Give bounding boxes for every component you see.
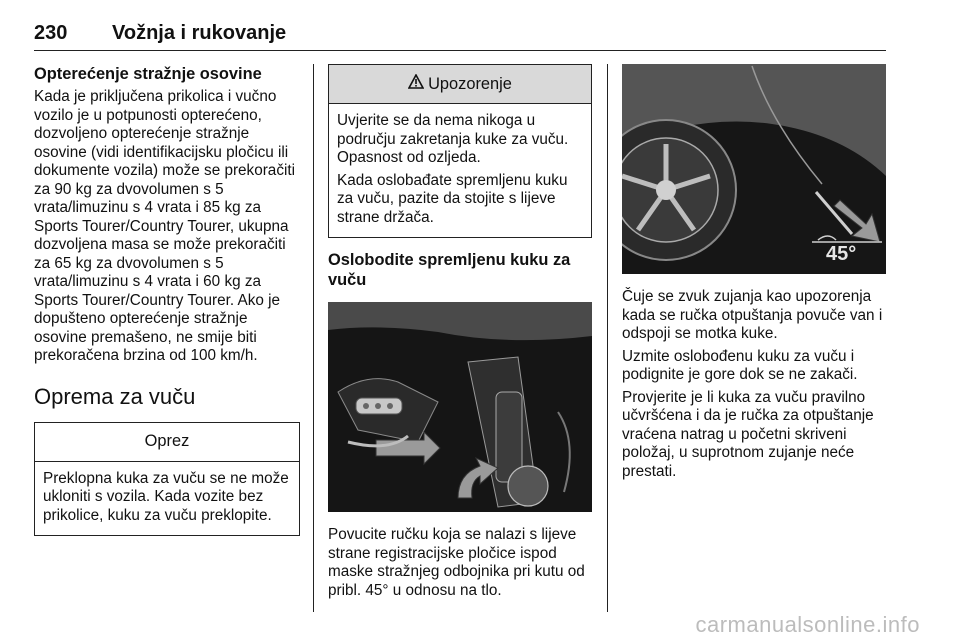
warning-header [329,65,591,104]
illustration-release-handle [328,302,592,512]
caution-text: Preklopna kuka za vuču se ne može ukloniti s vozila. Kada vozite bez prikolice, kuku za vuču preklopite. [43,469,289,524]
warning-icon [408,74,424,94]
paragraph-rear-axle-load: Kada je priključena prikolica i vučno vozilo je u potpunosti opterećeno, dozvoljeno opterećenje stražnje osovine (vidi identifikacijsku pločicu ili dokumente vozila) može se prekoračiti za 90 kg za dvovolumen s 5 vrata/limuzinu s 4 vrata i 85 kg za Sports Tourer/Country Tourer, ukupna dozvoljena masa se može prekoračiti za 65 kg za dvovolumen s 5 vrata/limuzinu s 4 vrata i 60 kg za Sports Tourer/Country Tourer. Ako je dopušteno opterećenje stražnje osovine premašeno, ne smije biti prekoračena brzina od 100 km/h. [34,88,296,364]
paragraph-take-hook: Uzmite oslobođenu kuku za vuču i podignite je gore dok se ne zakači. [622,347,858,383]
warning-box [328,64,592,238]
paragraph-buzzer: Čuje se zvuk zujanja kao upozorenja kada se ručka otpuštanja povuče van i odspoji se motka kuke. [622,288,883,342]
warning-title: Upozorenje [428,74,512,93]
column-left [34,64,300,536]
page-number: 230 [34,22,68,44]
watermark: carmanualsonline.info [695,612,920,637]
angle-label: 45° [826,243,857,265]
column-divider [607,64,608,612]
chapter-title: Vožnja i rukovanje [112,22,287,44]
subheading-release-hook: Oslobodite spremljenu kuku za vuču [328,251,571,289]
caution-box [34,422,300,537]
column-middle [328,64,592,604]
paragraph-pull-handle: Povucite ručku koja se nalazi s lijeve strane registracijske pločice ispod maske stražnjeg odbojnika pri kutu od pribl. 45° u odnosu na tlo. [328,526,585,599]
page-header [34,16,886,51]
section-title-towing: Oprema za vuču [34,383,196,409]
paragraph-check-secured: Provjerite je li kuka za vuču pravilno učvršćena i da je ručka za otpuštanje vraćena natrag u početni skriveni položaj, u suprotnom zujanje neće prestati. [622,388,874,480]
caution-title: Oprez [35,423,299,462]
column-right [622,64,886,485]
illustration-rear-wheel-45deg [622,64,886,274]
column-divider [313,64,314,612]
warning-text-1: Uvjerite se da nema nikoga u području zakretanja kuke za vuču. Opasnost od ozljeda. [337,112,569,166]
warning-text-2: Kada oslobađate spremljenu kuku za vuču, pazite da stojite s lijeve strane držača. [337,171,568,226]
subheading-rear-axle-load: Opterećenje stražnje osovine [34,65,262,83]
